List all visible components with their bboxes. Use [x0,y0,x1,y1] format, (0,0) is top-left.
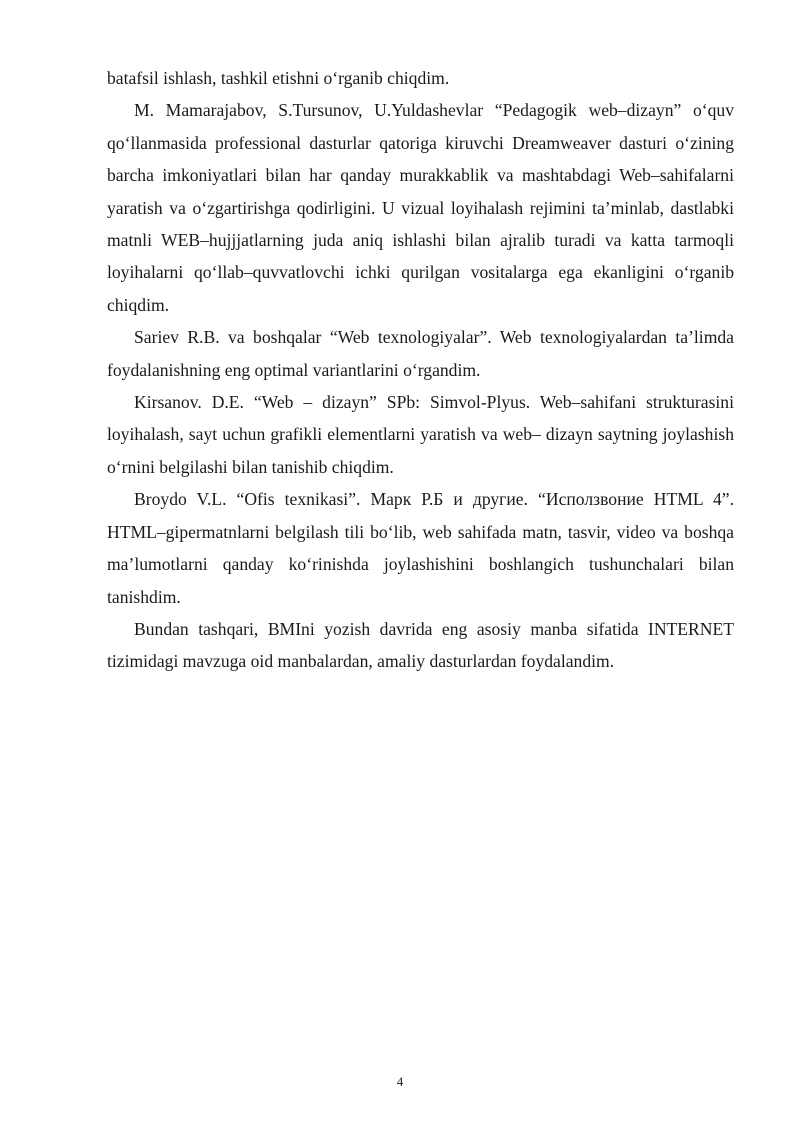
paragraph-kirsanov: Kirsanov. D.E. “Web – dizayn” SPb: Simvol-Plyus. Web–sahifani strukturasini loyihalash, sayt uchun grafikli elementlarni yaratish va web– dizayn saytning joylashish o‘rnini belgilashi bilan tanishib chiqdim. [107,392,734,477]
paragraph-sariev: Sariev R.B. va boshqalar “Web texnologiyalar”. Web texnologiyalardan ta’limda foydalanishning eng optimal variantlarini o‘rgandim. [107,327,734,380]
paragraph-mamarajabov: M. Mamarajabov, S.Tursunov, U.Yuldashevlar “Pedagogik web–dizayn” o‘quv qo‘llanmasida professional dasturlar qatoriga kiruvchi Dreamweaver dasturi o‘zining barcha imkoniyatlari bilan har qanday murakkablik va mashtabdagi Web–sahifalarni yaratish va o‘zgartirishga qodirligini. U vizual loyihalash rejimini ta’minlab, dastlabki matnli WEB–hujjjatlarning juda aniq ishlashi bilan ajralib turadi va katta tarmoqli loyihalarni qo‘llab–quvvatlovchi ichki qurilgan vositalarga ega ekanligini o‘rganib chiqdim. [107,100,734,315]
paragraph-internet-sources: Bundan tashqari, BMIni yozish davrida eng asosiy manba sifatida INTERNET tizimidagi mavzuga oid manbalardan, amaliy dasturlardan foydalandim. [107,618,734,672]
page-number: 4 [396,1074,404,1089]
paragraph-broydo: Broydo V.L. “Ofis texnikasi”. Марк Р.Б и другие. “Исползвоние HTML 4”. HTML–gipermatnlarni belgilash tili bo‘lib, web sahifada matn, tasvir, video va boshqa ma’lumotlarni qanday ko‘rinishda joylashishini boshlangich tushunchalari bilan tanishdim. [107,489,734,607]
paragraph-continuation: batafsil ishlash, tashkil etishni o‘rganib chiqdim. [107,68,450,88]
document-body [107,62,734,678]
